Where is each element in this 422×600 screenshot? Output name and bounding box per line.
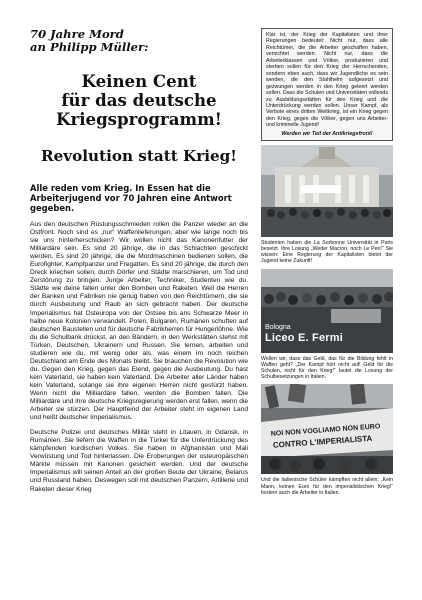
anniversary-line: 70 Jahre Mord bbox=[30, 27, 124, 41]
headline-line: Kriegsprogramm! bbox=[56, 109, 222, 129]
article-body bbox=[30, 221, 248, 494]
banner-protest-photo bbox=[261, 384, 393, 474]
main-headline bbox=[30, 72, 248, 129]
body-paragraph: Aus den deutschen Rüstungsschmieden rollen die Panzer wieder an die Ostfront. Noch sind es „nur“ Waffenlieferungen, aber wie lange noch bis sie uns hinterherschicken? Wir wollen nicht das Kanonenfutter der Milliardäre sein. Es sind 20 jährige, die in das Schlachten geschickt werden. Es sind 20 jährige, die die Mordmaschinen bedienen sollen, die Eurofighter, Kampfpanzer und Fregatten. Es sind 20 jährige, die durch den Dreck kriechen sollen, durch Dörfer und Städte marschieren, um Tod und Zerstörung zu bringen. Junge Arbeiter, Techniker, Studenten wie du. Städte wie deine fallen unter den Bomben und Raketen. Weil die Herren der Banken und Fabriken nie genug haben von den Reichtümern, die sie durch Ausbeutung und Raub an sich gebracht haben. Der deutsche Imperialismus hat Osteuropa von der Ostsee bis ans Schwarze Meer in halbe neue Kolonien verwandelt. Polen, Bulgaren, Rumänen schuften auf deutschen Baustellen und für deutsche Fabrikherren für Hungerlöhne. Wie du die Schulbank drückst, an den Bändern, in den Werkstätten stehst mit Türken, Deutschen, Ukrainern und Russen. Sie lernen, arbeiten und studieren wie du, mit wenig oder als, was einem im noch reichen Deutschland am Ende des Monats bleibt. Sie brauchen die Revolution wie du. Gegen den Krieg, gegen das Elend, gegen die Ausbeutung. Du hast kein Vaterland, sie haben kein Vaterland. Die Arbeiter aller Länder haben kein Vaterland, solange sie ihre eigenen Herren nicht gestürzt haben. Wenn nicht die Milliardäre fallen, werden die Bomben fallen. Die Milliardäre und ihre deutsche Kriegsregierung werden erst fallen, wenn die Arbeiter sie stürzen. Der Hauptfeind der Arbeiter steht im eigenen Land und heißt deutscher Imperialismus. bbox=[30, 221, 248, 422]
info-box-slogan: Werden wir Teil der Antikriegsfront! bbox=[281, 130, 373, 137]
bologna-caption: Wollen wir, dass das Geld, das für die Bildung fehlt in Waffen geht? „Der Kampf hört nicht auf! Geld für die Schulen, nicht für den Krieg!“ lautet die Losung der Schulbesetzungen in Italien. bbox=[261, 355, 393, 381]
body-paragraph: Deutsche Polizei und deutsches Militär steht in Litauen, in Gdansk, in Rumänien. Sie liefern die Waffen in die Türkei für die Unterdrückung des kämpfenden kurdischen Volkes. Sie haben in Afghanistan und Mali Verwüstung und Tod hinterlassen. Die Eroberungen der osteuropäischen Märkte müssen mit Kanonen gesichert werden. Und der deutsche Imperialismus will seinen Anteil an der großen Beute der Ukraine, Belarus und Russland haben. Deswegen soll mit deutschen Panzern, Artillerie und Raketen dieser Krieg bbox=[30, 429, 248, 493]
banner-text-line: CONTRO L'IMPERIALISTA bbox=[272, 434, 373, 451]
sorbonne-illustration bbox=[261, 145, 393, 237]
banner-protest-illustration bbox=[261, 384, 393, 474]
left-column bbox=[30, 28, 248, 501]
headline-line: Keinen Cent bbox=[81, 71, 197, 91]
lead-paragraph: Alle reden vom Krieg. In Essen hat die Arbeiterjugend vor 70 Jahren eine Antwort gegeben. bbox=[30, 183, 232, 213]
sorbonne-caption: Studenten haben die La Sorbonne Universität in Paris besetzt. Ihre Losung „Weder Macron, noch Le Pen!“ Sie wissen: Eine Regierung der Kapitalisten bietet der Jugend keine Zukunft! bbox=[261, 239, 393, 265]
bologna-city-label: Bologna bbox=[265, 323, 291, 331]
info-box-text: Klar ist, der Krieg der Kapitalisten und ihrer Regierungen bedeutet: Nicht nur, dass alle Reichtümer, die die Arbeiter geschaffen haben, vernichtet werden. Nicht nur, dass die Arbeiterklassen und Völker, produzieren und sterben sollen für den Krieg der Herrschenden, sondern eben auch, dass wir Jugendliche es sein werden, die den Stahlhelm aufgesetzt und gezwungen werden in den Krieg geleert werden sollen. Dass die Schulen und Universitäten vollends zu Ausbildungsstätten für den Krieg und die Unterdrückung werden sollen. Unser Kampf, als Verbote eines dritten Weltkrieg, ist ein Krieg gegen den Krieg, gegen die Völker, gegen uns Arbeiter- und kriminelle Jugend! bbox=[266, 32, 388, 129]
anniversary-heading bbox=[30, 28, 248, 54]
school-name-label: Liceo E. Fermi bbox=[265, 331, 343, 344]
secondary-headline: Revolution statt Krieg! bbox=[41, 147, 237, 165]
anniversary-line: an Philipp Müller: bbox=[30, 40, 149, 54]
banner-text-line: NOI NON VOGLIAMO NON EURO bbox=[270, 423, 381, 439]
right-column bbox=[261, 28, 393, 500]
banner-caption: Und die italienische Schüler kämpften nicht allein: „Kein Mann, keinen Euro für den imperialistischen Krieg!“ fordern auch die Arbeiter in Italien. bbox=[261, 477, 393, 496]
bologna-photo bbox=[261, 269, 393, 353]
info-box bbox=[261, 28, 393, 141]
headline-line: für das deutsche bbox=[61, 90, 217, 110]
sorbonne-photo bbox=[261, 145, 393, 237]
